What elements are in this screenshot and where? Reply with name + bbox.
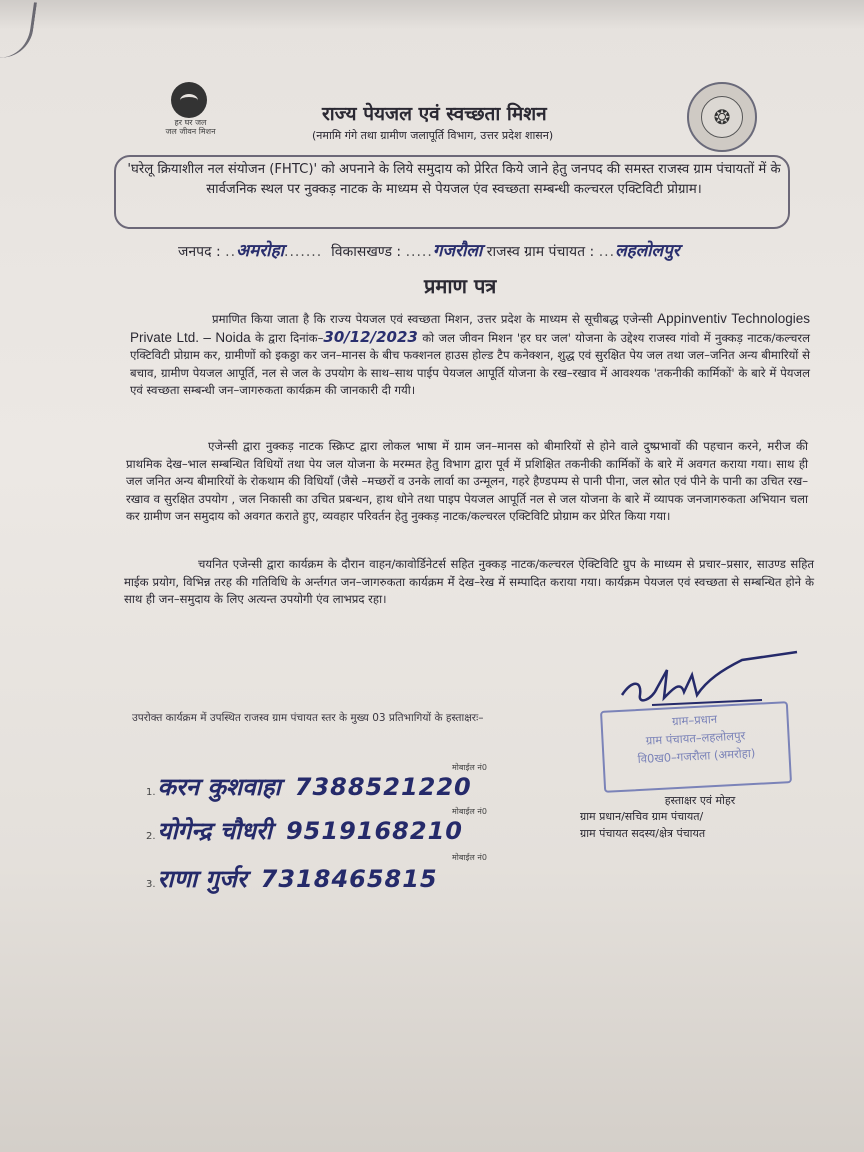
water-drop-icon <box>171 82 207 118</box>
seal-emblem-icon: ❂ <box>701 96 743 138</box>
header-subtitle: (नमामि गंगे तथा ग्रामीण जलापूर्ति विभाग, उत्तर प्रदेश शासन) <box>312 129 554 142</box>
paragraph-2: एजेन्सी द्वारा नुक्कड़ नाटक स्क्रिप्ट द्वारा लोकल भाषा में ग्राम जन–मानस को बीमारियों से होने वाले दुष्प्रभावों की पहचान करने, मरीज की प्राथमिक देख–भाल सम्बन्धित विधियों तथा पेय जल योजना के मरम्मत हेतु विभाग द्वारा पूर्व में प्रशिक्षित तकनीकी कार्मिकों के बारे में अवगत कराया गया। साथ ही जल जनित अन्य बीमारियों के रोकथाम की विधियाँ (जैसे –मच्छरों व उनके लार्वा का उन्मूलन, गहरे हैण्डपम्प से पानी पीना, जल स्रोत एवं पीने के पानी का उचित रख–रखाव व सुरक्षित उपयोग , जल निकासी का उचित प्रबन्धन, हाथ धोने तथा पाइप पेयजल आपूर्ति नल से जल योजना के बारे में व्यापक जनजागरुकता अभियान चला कर ग्रामीण जन समुदाय को अवगत कराते हुए, व्यवहार परिवर्तन हेतु नुक्कड़ नाटक/कल्चरल एक्टिविटि प्रोग्राम कर प्रेरित किया गया। <box>126 439 808 523</box>
stamp-line-3: वि0ख0–गजरौला (अमरोहा) <box>637 745 756 767</box>
header-title: राज्य पेयजल एवं स्वच्छता मिशन <box>322 103 547 125</box>
participants-note: उपरोक्त कार्यक्रम में उपस्थित राजस्व ग्राम पंचायत स्तर के मुख्य 03 प्रतिभागियों के हस्ताक्षरः– <box>132 712 484 724</box>
logo-line-2: जल जीवन मिशन <box>165 127 216 136</box>
agency-name: Appinventiv Technologies Private Ltd. – Noida <box>130 311 811 345</box>
para1-body: को जल जीवन मिशन 'हर घर जल' योजना के उद्देश्य राजस्व गांवो में नुक्कड़ नाटक/कल्चरल एक्टिविटी प्रोग्राम कर, ग्रामीणों को इकठ्ठा कर जन–मानस के बीच फक्शनल हाउस होल्ड टैप कनेक्शन, शुद्ध एवं सुरक्षित पेय जल तथा जल–जनित अन्य बीमारियों से बचाव, ग्रामीण पेयजल आपूर्ति, नल से जल के उपयोग के साथ–साथ पाईप पेयजल आपूर्ति योजना के रख–रखाव में आवश्यक 'तकनीकी कार्मिकों' के बारे में पेयजल एवं स्वच्छता सम्बन्धी जन–जागरुकता कार्यक्रम की जानकारी दी गयी। <box>130 330 810 397</box>
mobile-label-3: मोबाईल नं0 <box>452 853 487 862</box>
participant-number: 1. <box>146 787 156 798</box>
janpad-value: अमरोहा <box>236 241 285 261</box>
location-fields: जनपद : ..अमरोहा....... विकासखण्ड : .....गजरौला राजस्व ग्राम पंचायत : ...लहलोलपुर <box>178 241 680 261</box>
up-government-seal <box>687 82 757 152</box>
pradhan-stamp <box>600 701 792 793</box>
para1-mid: के द्वारा दिनांक– <box>255 330 324 345</box>
document-title: प्रमाण पत्र <box>424 274 497 298</box>
participant-name: करन कुशवाहा <box>157 773 281 801</box>
paragraph-1 <box>130 310 810 400</box>
vikaskhand-value: गजरौला <box>432 241 483 261</box>
logo-line-1: हर घर जल <box>174 118 207 127</box>
panchayat-label: राजस्व ग्राम पंचायत : <box>486 244 595 260</box>
signature-role-2: ग्राम पंचायत सदस्य/क्षेत्र पंचायत <box>580 827 706 840</box>
participant-number: 3. <box>146 879 156 890</box>
participant-phone: 9519168210 <box>285 817 463 845</box>
stamp-line-2: ग्राम पंचायत–लहलोलपुर <box>645 728 746 748</box>
mobile-label-2: मोबाईल नं0 <box>452 807 487 816</box>
panchayat-value: लहलोलपुर <box>615 241 680 261</box>
janpad-label: जनपद : <box>178 244 221 260</box>
jal-jeevan-mission-logo <box>163 82 218 136</box>
participant-2 <box>146 814 463 847</box>
participant-name: योगेन्द्र चौधरी <box>157 817 272 845</box>
signature-roles <box>580 808 800 842</box>
vikaskhand-label: विकासखण्ड : <box>331 244 402 260</box>
participant-phone: 7318465815 <box>260 865 438 893</box>
program-date: 30/12/2023 <box>323 327 418 346</box>
signature-role-1: ग्राम प्रधान/सचिव ग्राम पंचायत/ <box>580 810 704 823</box>
signature-label: हस्ताक्षर एवं मोहर <box>664 794 736 807</box>
stamp-line-1: ग्राम–प्रधान <box>671 711 718 729</box>
mobile-label-1: मोबाईल नं0 <box>452 763 487 772</box>
paragraph-3: चयनित एजेन्सी द्वारा कार्यक्रम के दौरान वाहन/कावोर्डिनेटर्स सहित नुक्कड़ नाटक/कल्चरल ऐक्टिविटि ग्रुप के माध्यम से प्रचार–प्रसार, साउण्ड सहित माईक प्रयोग, विभिन्न तरह की गतिविधि के अर्न्तगत जन–जागरुकता कार्यक्रम मेंं देख–रेख में सम्पादित कराया गया। कार्यक्रम पेयजल एवं स्वच्छता से सम्बन्धित होने के साथ ही जन–समुदाय के लिए अत्यन्त उपयोगी एंव लाभप्रद रहा। <box>124 557 814 606</box>
participant-number: 2. <box>146 831 156 842</box>
page-shadow <box>0 0 864 30</box>
banner-text: 'घरेलू क्रियाशील नल संयोजन (FHTC)' को अपनाने के लिये समुदाय को प्रेरित किये जाने हेतु जनपद की समस्त राजस्व ग्राम पंचायतों में के सार्वजनिक स्थल पर नुक्कड़ नाटक के माध्यम से पेयजल एंव स्वच्छता सम्बन्धी कल्चरल एक्टिविटी प्रोग्राम। <box>127 162 781 197</box>
participant-phone: 7388521220 <box>294 773 472 801</box>
participant-1 <box>146 770 472 803</box>
participant-name: राणा गुर्जर <box>157 865 247 893</box>
participant-3 <box>146 862 438 895</box>
para1-intro: प्रमाणित किया जाता है कि राज्य पेयजल एवं स्वच्छता मिशन, उत्तर प्रदेश के माध्यम से सूचीबद्ध एजेन्सी <box>212 312 653 326</box>
